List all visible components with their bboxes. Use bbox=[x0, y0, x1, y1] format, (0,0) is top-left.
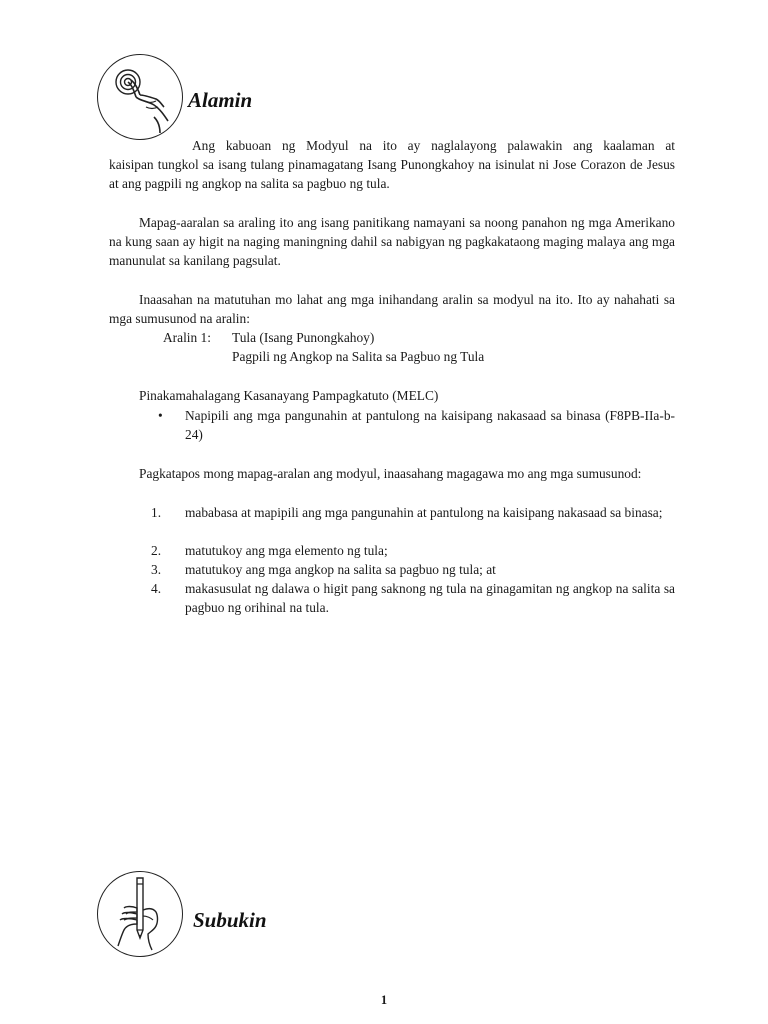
paragraph-3: Inaasahan na matutuhan mo lahat ang mga inihandang aralin sa modyul na ito. Ito ay nahahati sa mga sumusunod na aralin: bbox=[109, 292, 675, 326]
aralin-subtitle: Pagpili ng Angkop na Salita sa Pagbuo ng Tula bbox=[232, 349, 485, 364]
melc-heading: Pinakamahalagang Kasanayang Pampagkatuto (MELC) bbox=[139, 388, 439, 403]
objective-item-1 bbox=[151, 503, 675, 522]
objective-item-4 bbox=[151, 579, 675, 617]
section-title-alamin: Alamin bbox=[188, 88, 253, 112]
paragraph-1-line-1: Ang kabuoan ng Modyul na ito ay naglalayong palawakin ang kaalaman at bbox=[192, 138, 675, 153]
paragraph-1-rest: kaisipan tungkol sa isang tulang pinamagatang Isang Punongkahoy na isinulat ni Jose Corazon de Jesus at ang pagpili ng angkop na salita sa pagbuo ng tula. bbox=[109, 157, 675, 191]
bullet-marker: • bbox=[158, 408, 163, 423]
melc-item-text: Napipili ang mga pangunahin at pantulong na kaisipang nakasaad sa binasa (F8PB-IIa-b-24) bbox=[185, 408, 675, 442]
objective-item-2 bbox=[151, 541, 675, 560]
hand-holding-pencil-icon bbox=[97, 871, 183, 957]
objectives-intro: Pagkatapos mong mapag-aralan ang modyul, inaasahang magagawa mo ang mga sumusunod: bbox=[139, 466, 642, 481]
page-number: 1 bbox=[380, 993, 388, 1007]
paragraph-2: Mapag-aaralan sa araling ito ang isang panitikang namayani sa noong panahon ng mga Amerikano na kung saan ay higit na naging maningning dahil sa nabigyan ng pagkakataong maging malaya ang mga manunulat sa kanilang pagsulat. bbox=[109, 215, 675, 268]
objective-text: matutukoy ang mga elemento ng tula; bbox=[185, 543, 388, 558]
aralin-label: Aralin 1: bbox=[163, 330, 211, 345]
section-title-subukin: Subukin bbox=[193, 908, 267, 932]
objective-text: matutukoy ang mga angkop na salita sa pagbuo ng tula; at bbox=[185, 562, 496, 577]
hand-pointing-icon bbox=[97, 54, 183, 140]
objective-text: makasusulat ng dalawa o higit pang saknong ng tula na ginagamitan ng angkop na salita sa pagbuo ng orihinal na tula. bbox=[185, 581, 675, 615]
objective-number: 4. bbox=[151, 581, 162, 596]
objective-text: mababasa at mapipili ang mga pangunahin at pantulong na kaisipang nakasaad sa binasa; bbox=[185, 505, 663, 520]
objective-number: 2. bbox=[151, 543, 162, 558]
objective-item-3 bbox=[151, 560, 675, 579]
objective-number: 3. bbox=[151, 562, 162, 577]
objective-number: 1. bbox=[151, 505, 162, 520]
aralin-title: Tula (Isang Punongkahoy) bbox=[232, 330, 375, 345]
melc-item bbox=[158, 406, 675, 444]
